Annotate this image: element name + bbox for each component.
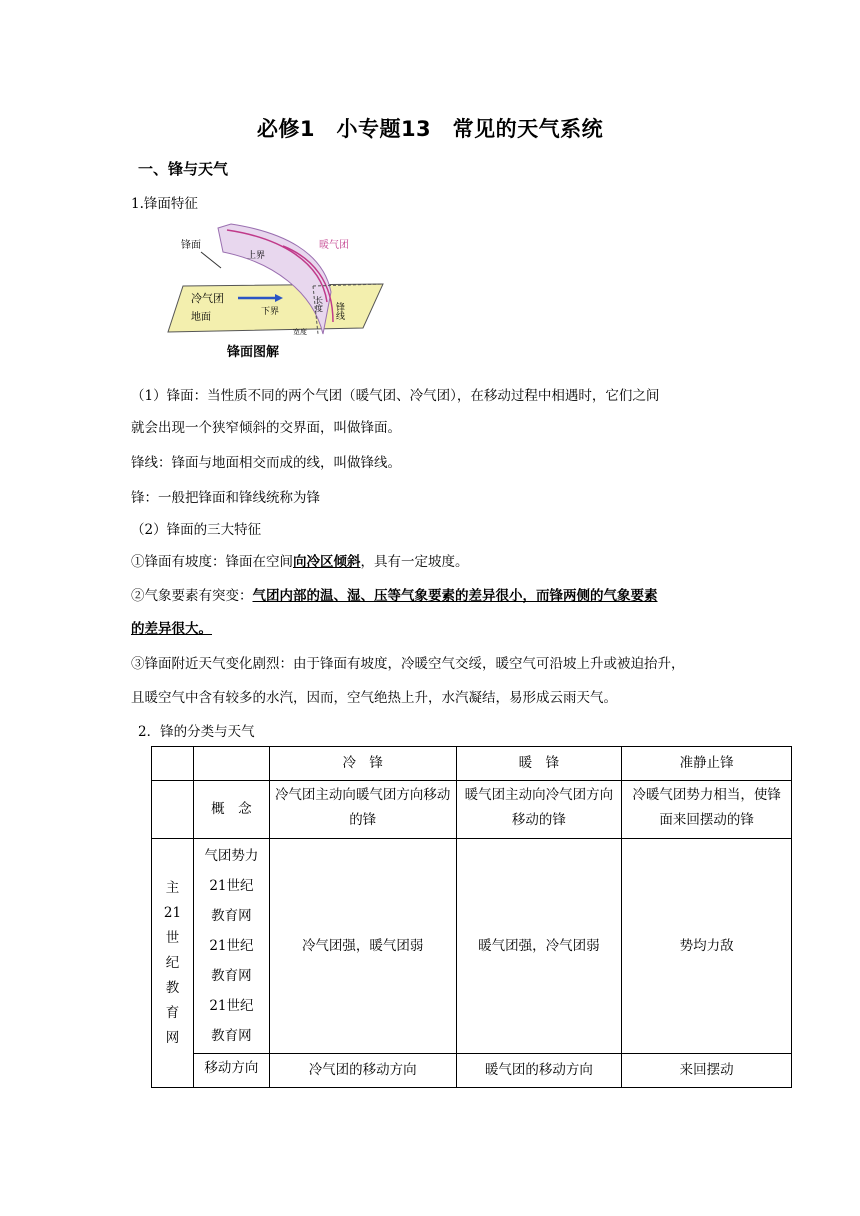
label-front-line: 锋线 <box>334 302 344 320</box>
table-cell-empty <box>152 781 194 839</box>
feature-slope-suffix: ，具有一定坡度。 <box>360 554 469 570</box>
cell-force-warm: 暖气团强，冷气团弱 <box>456 839 622 1054</box>
side-char: 育 <box>165 1004 180 1021</box>
cell-move-warm: 暖气团的移动方向 <box>456 1054 622 1088</box>
force-label-line: 教育网 <box>211 1028 252 1044</box>
row-label-concept: 概 念 <box>193 781 269 839</box>
cell-force-stationary: 势均力敌 <box>622 839 792 1054</box>
header-cell <box>152 747 194 781</box>
feature-slope-prefix: ①锋面有坡度：锋面在空间 <box>131 554 293 570</box>
header-cold-front: 冷 锋 <box>269 747 456 781</box>
subheading-front-features: 1.锋面特征 <box>131 196 198 212</box>
section-heading-fronts: 一、锋与天气 <box>138 160 229 178</box>
table-row-concept <box>152 781 792 839</box>
cell-concept-stationary: 冷暖气团势力相当，使锋面来回摆动的锋 <box>622 781 792 839</box>
para-front-definition-1: （1）锋面：当性质不同的两个气团（暖气团、冷气团），在移动过程中相遇时，它们之间 <box>131 388 660 404</box>
feature-abrupt-prefix: ②气象要素有突变： <box>131 588 253 604</box>
force-label-line: 教育网 <box>211 908 252 924</box>
label-width: 宽度 <box>293 328 307 336</box>
side-label-column <box>152 839 194 1088</box>
feature-weather-2: 且暖空气中含有较多的水汽，因而，空气绝热上升，水汽凝结，易形成云雨天气。 <box>131 690 617 706</box>
header-stationary-front: 准静止锋 <box>622 747 792 781</box>
cell-concept-warm: 暖气团主动向冷气团方向移动的锋 <box>456 781 622 839</box>
feature-weather-1: ③锋面附近天气变化剧烈：由于锋面有坡度，冷暖空气交绥，暖空气可沿坡上升或被迫抬升， <box>131 656 685 672</box>
para-front-line: 锋线：锋面与地面相交而成的线，叫做锋线。 <box>131 455 401 471</box>
force-label-line: 气团势力 <box>204 848 259 864</box>
para-three-features: （2）锋面的三大特征 <box>131 522 262 538</box>
para-front: 锋：一般把锋面和锋线统称为锋 <box>131 490 320 506</box>
header-cell <box>193 747 269 781</box>
side-char: 纪 <box>165 954 180 971</box>
cell-move-stationary: 来回摆动 <box>622 1054 792 1088</box>
page-title: 必修1 小专题13 常见的天气系统 <box>256 117 604 141</box>
label-length: 长度 <box>314 296 324 312</box>
feature-abrupt-bold-b: 的差异很大。 <box>131 621 212 637</box>
force-label-line: 21世纪 <box>209 998 254 1014</box>
side-char: 21 <box>163 904 182 921</box>
table-row-movement <box>152 1054 792 1088</box>
front-classification-table <box>151 746 792 1088</box>
front-diagram <box>163 222 393 370</box>
side-char: 主 <box>165 879 180 896</box>
header-warm-front: 暖 锋 <box>456 747 622 781</box>
force-label-line: 21世纪 <box>209 878 254 894</box>
side-char: 教 <box>165 979 180 996</box>
label-ground: 地面 <box>191 312 211 323</box>
row-label-force <box>193 839 269 1054</box>
cell-move-cold: 冷气团的移动方向 <box>269 1054 456 1088</box>
force-label-line: 教育网 <box>211 968 252 984</box>
table-row-force <box>152 839 792 1054</box>
feature-slope <box>131 550 469 570</box>
cell-concept-cold: 冷气团主动向暖气团方向移动的锋 <box>269 781 456 839</box>
cell-force-cold: 冷气团强，暖气团弱 <box>269 839 456 1054</box>
side-char: 网 <box>165 1029 180 1046</box>
figure-caption: 锋面图解 <box>227 345 280 360</box>
feature-slope-bold: 向冷区倾斜 <box>293 554 361 570</box>
side-char: 世 <box>165 929 180 946</box>
row-label-movement: 移动方向 <box>193 1054 269 1088</box>
label-front-surface: 锋面 <box>181 240 201 251</box>
label-cold-air: 冷气团 <box>191 292 224 305</box>
feature-abrupt-cont <box>131 617 212 637</box>
para-front-definition-2: 就会出现一个狭窄倾斜的交界面，叫做锋面。 <box>131 420 401 436</box>
feature-abrupt-bold-a: 气团内部的温、湿、压等气象要素的差异很小，而锋两侧的气象要素 <box>252 588 658 604</box>
front-label-arrow <box>201 252 221 268</box>
force-label-line: 21世纪 <box>209 938 254 954</box>
subheading-classification: 2．锋的分类与天气 <box>138 724 255 740</box>
table-header-row <box>152 747 792 781</box>
label-lower-boundary: 下界 <box>261 307 280 317</box>
label-warm-air: 暖气团 <box>319 240 349 251</box>
label-upper-boundary: 上界 <box>247 251 266 261</box>
feature-abrupt <box>131 584 658 604</box>
